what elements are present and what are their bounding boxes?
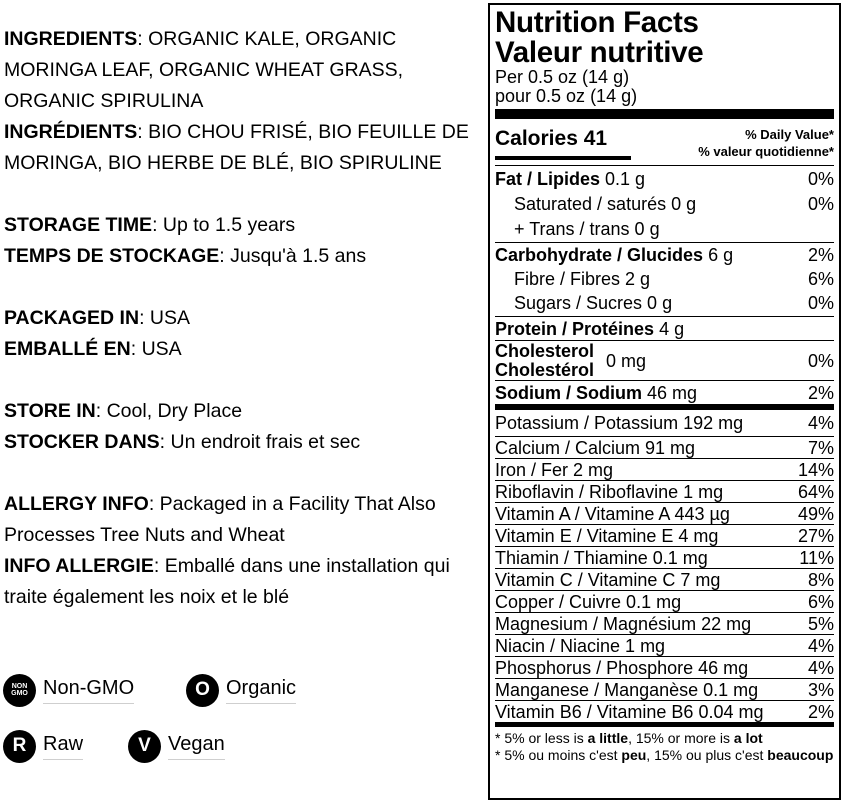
sugars-label: Sugars / Sucres 0 g (514, 293, 673, 313)
nutrient-row (495, 657, 834, 678)
organic-badge (186, 672, 296, 708)
carbohydrate-amount: 6 g (708, 245, 734, 265)
protein-amount: 4 g (659, 318, 685, 339)
nutrient-dv: 7% (807, 437, 834, 458)
packaged-fr (4, 334, 480, 365)
certification-badges (3, 672, 473, 772)
ingredients-en (4, 24, 480, 117)
footnote-en-part: * 5% or less is (495, 730, 588, 746)
nutrient-dv: 4% (807, 657, 834, 678)
cholesterol-en: Cholesterol (495, 340, 595, 361)
nutrient-label: Manganese / Manganèse 0.1 mg (495, 679, 759, 700)
ingredients-fr (4, 117, 480, 179)
cholesterol-row (495, 341, 834, 380)
nutrient-label: Iron / Fer 2 mg (495, 459, 614, 480)
footnote (495, 727, 834, 764)
nutrient-row (495, 525, 834, 546)
packaged-fr-text: : USA (130, 338, 182, 360)
storage-fr (4, 241, 480, 272)
nutrient-label: Vitamin A / Vitamine A 443 µg (495, 503, 730, 524)
nutrient-dv: 3% (807, 679, 834, 700)
fibre-dv: 6% (807, 268, 834, 289)
fibre-label: Fibre / Fibres 2 g (514, 268, 651, 289)
nutrient-label: Calcium / Calcium 91 mg (495, 437, 696, 458)
serving-size-fr: pour 0.5 oz (14 g) (495, 86, 638, 106)
allergy-en-text: : Packaged in a Facility That Also Processes Tree Nuts and Wheat (4, 493, 436, 546)
packaged-en-label: PACKAGED IN (4, 307, 140, 329)
footnote-fr-part: , 15% ou plus c'est (646, 747, 768, 763)
storage-en (4, 210, 480, 241)
non-gmo-label: Non-GMO (43, 677, 134, 704)
store-fr-text: : Un endroit frais et sec (159, 431, 361, 453)
footnote-en (495, 730, 834, 747)
ingredients-en-label: INGREDIENTS (4, 28, 138, 50)
nutrition-title-fr: Valeur nutritive (495, 36, 704, 69)
nutrient-label: Copper / Cuivre 0.1 mg (495, 591, 682, 612)
saturated-dv: 0% (807, 193, 834, 214)
saturated-label: Saturated / saturés 0 g (514, 193, 697, 214)
cholesterol-amount: 0 mg (606, 350, 647, 371)
store-en-label: STORE IN (4, 400, 96, 422)
nutrient-dv: 4% (807, 635, 834, 656)
fibre-row (495, 267, 834, 290)
raw-icon: R (3, 730, 36, 763)
nutrient-dv: 64% (797, 481, 834, 502)
footnote-en-part: , 15% or more is (628, 730, 734, 746)
nutrient-dv: 11% (799, 547, 834, 568)
storage-fr-label: TEMPS DE STOCKAGE (4, 245, 220, 267)
nutrient-dv: 2% (807, 701, 834, 722)
nutrient-label: Magnesium / Magnésium 22 mg (495, 613, 752, 634)
sodium-label: Sodium / Sodium (495, 382, 642, 403)
organic-icon: O (186, 674, 219, 707)
cholesterol-dv: 0% (807, 350, 834, 371)
nutrient-row (495, 481, 834, 502)
storage-fr-text: : Jusqu'à 1.5 ans (219, 245, 367, 267)
store-fr-label: STOCKER DANS (4, 431, 160, 453)
fat-dv: 0% (807, 168, 834, 189)
fat-label: Fat / Lipides (495, 168, 601, 189)
store-fr (4, 427, 480, 458)
footnote-fr-part: * 5% ou moins c'est (495, 747, 622, 763)
carbohydrate-dv: 2% (807, 245, 834, 265)
packaged-en-text: : USA (139, 307, 190, 329)
sodium-amount: 46 mg (647, 382, 698, 403)
storage-en-text: : Up to 1.5 years (152, 214, 296, 236)
footnote-en-bold: a lot (733, 730, 763, 746)
product-info (4, 24, 480, 613)
cholesterol-label (495, 342, 594, 380)
nutrient-label: Potassium / Potassium 192 mg (495, 413, 744, 433)
daily-value-header (698, 126, 834, 160)
allergy-en-label: ALLERGY INFO (4, 493, 149, 515)
nutrient-row (495, 459, 834, 480)
ingredients-en-text: : ORGANIC KALE, ORGANIC MORINGA LEAF, ORGANIC WHEAT GRASS, ORGANIC SPIRULINA (4, 28, 404, 112)
nutrient-label: Vitamin E / Vitamine E 4 mg (495, 525, 719, 546)
nutrient-row (495, 701, 834, 722)
fat-row (495, 166, 834, 191)
sodium-row (495, 381, 834, 404)
daily-value-en: % Daily Value* (745, 127, 834, 142)
nutrient-dv: 5% (807, 613, 834, 634)
nutrient-row (495, 613, 834, 634)
vegan-badge (128, 728, 225, 764)
daily-value-fr: % valeur quotidienne* (698, 144, 834, 159)
packaged-fr-label: EMBALLÉ EN (4, 338, 131, 360)
sugars-row (495, 290, 834, 316)
saturated-row (495, 191, 834, 216)
footnote-fr-bold: beaucoup (767, 747, 834, 763)
nutrient-label: Riboflavin / Riboflavine 1 mg (495, 481, 724, 502)
nutrient-label: Vitamin C / Vitamine C 7 mg (495, 569, 721, 590)
nutrient-dv: 14% (797, 459, 834, 480)
vegan-label: Vegan (168, 733, 225, 760)
storage-en-label: STORAGE TIME (4, 214, 153, 236)
nutrient-label: Vitamin B6 / Vitamine B6 0.04 mg (495, 701, 764, 722)
protein-row (495, 317, 834, 340)
packaged-en (4, 303, 480, 334)
allergy-fr-label: INFO ALLERGIE (4, 555, 154, 577)
nutrient-dv: 49% (797, 503, 834, 524)
allergy-fr-text: : Emballé dans une installation qui traite également les noix et le blé (4, 555, 450, 608)
store-en (4, 396, 480, 427)
non-gmo-badge (3, 672, 134, 708)
nutrient-row (495, 410, 834, 436)
cholesterol-fr: Cholestérol (495, 359, 595, 380)
nutrition-facts-panel (488, 3, 841, 800)
divider-thick (495, 109, 834, 119)
trans-label: + Trans / trans 0 g (514, 219, 660, 239)
allergy-fr (4, 551, 480, 613)
non-gmo-icon-top: NON (11, 683, 28, 690)
nutrient-dv: 4% (807, 413, 834, 433)
serving-size-en: Per 0.5 oz (14 g) (495, 67, 630, 87)
non-gmo-icon (3, 674, 36, 707)
vitamins-minerals-list (495, 410, 834, 722)
raw-badge (3, 728, 83, 764)
nutrient-row (495, 679, 834, 700)
nutrition-title-en: Nutrition Facts (495, 6, 699, 39)
organic-label: Organic (226, 677, 296, 704)
trans-row (495, 216, 834, 242)
carbohydrate-row (495, 243, 834, 267)
non-gmo-icon-bottom: GMO (11, 690, 28, 697)
vegan-icon: V (128, 730, 161, 763)
nutrient-row (495, 503, 834, 524)
nutrient-dv: 6% (807, 591, 834, 612)
nutrient-dv: 27% (797, 525, 834, 546)
ingredients-fr-text: : BIO CHOU FRISÉ, BIO FEUILLE DE MORINGA, BIO HERBE DE BLÉ, BIO SPIRULINE (4, 121, 469, 174)
footnote-fr-bold: peu (621, 747, 647, 763)
nutrient-dv: 8% (807, 569, 834, 590)
allergy-en (4, 489, 480, 551)
footnote-fr (495, 747, 834, 764)
nutrient-row (495, 547, 834, 568)
nutrient-label: Thiamin / Thiamine 0.1 mg (495, 547, 708, 568)
calories-label: Calories 41 (495, 127, 608, 150)
footnote-en-bold: a little (587, 730, 629, 746)
nutrient-row (495, 569, 834, 590)
sugars-dv: 0% (807, 293, 834, 313)
ingredients-fr-label: INGRÉDIENTS (4, 121, 138, 143)
calories-row (495, 119, 834, 165)
fat-amount: 0.1 g (605, 168, 646, 189)
raw-label: Raw (43, 733, 83, 760)
nutrient-label: Phosphorus / Phosphore 46 mg (495, 657, 749, 678)
nutrient-row (495, 437, 834, 458)
sodium-dv: 2% (807, 382, 834, 403)
protein-label: Protein / Protéines (495, 318, 655, 339)
store-en-text: : Cool, Dry Place (95, 400, 243, 422)
nutrient-row (495, 591, 834, 612)
nutrient-label: Niacin / Niacine 1 mg (495, 635, 666, 656)
calories-underline (495, 156, 631, 160)
nutrient-row (495, 635, 834, 656)
carbohydrate-label: Carbohydrate / Glucides (495, 245, 704, 265)
